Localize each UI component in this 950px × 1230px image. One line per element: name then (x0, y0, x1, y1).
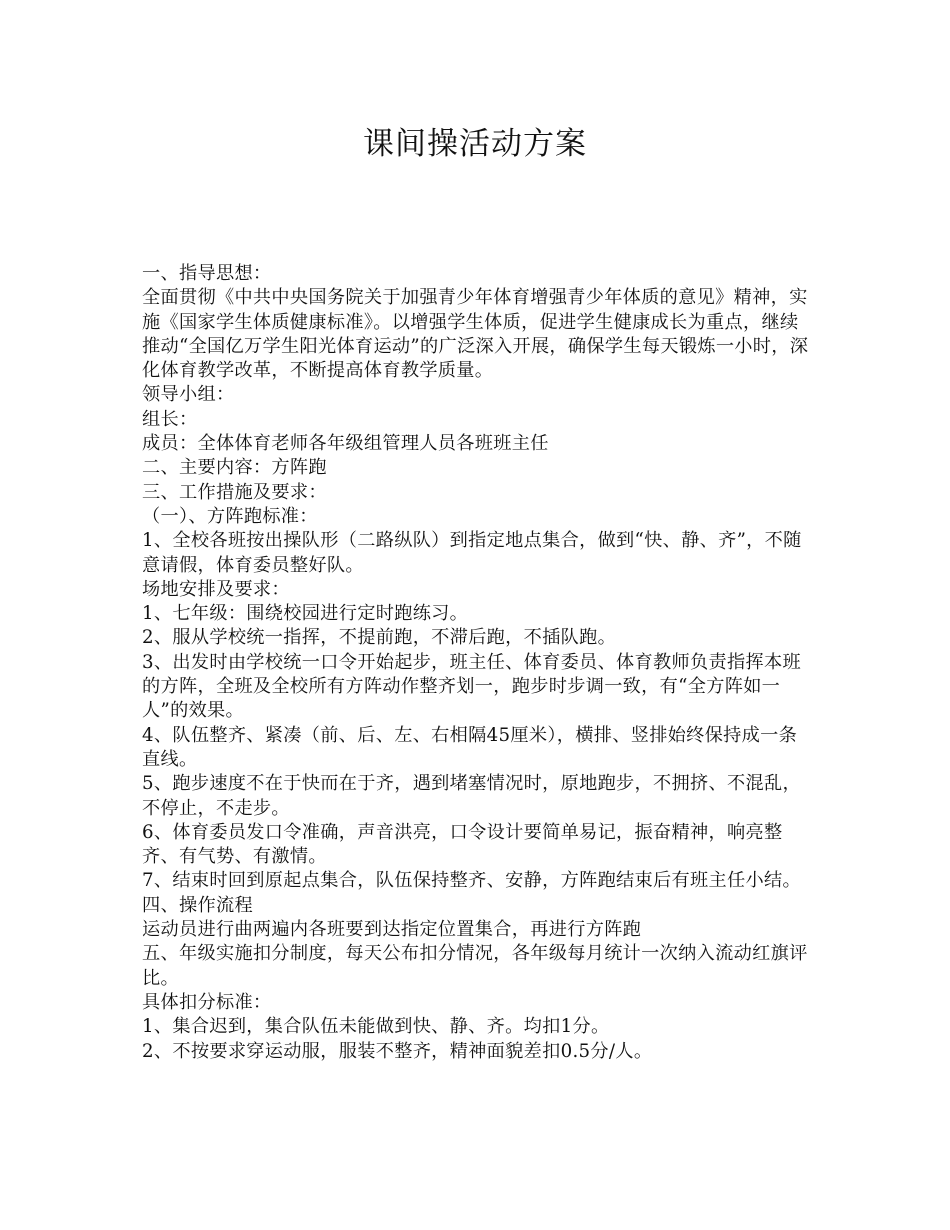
deduction-item-2: 2、不按要求穿运动服，服装不整齐，精神面貌差扣0.5分/人。 (142, 1040, 653, 1062)
group-leader-line: 组长： (142, 408, 198, 430)
section-heading-main-content: 二、主要内容：方阵跑 (142, 457, 327, 479)
venue-arrangement-heading: 场地安排及要求： (142, 578, 290, 600)
venue-item-1: 1、七年级：围绕校园进行定时跑练习。 (142, 603, 469, 625)
subsection-heading-square-run-standard: （一）、方阵跑标准： (142, 505, 318, 527)
section-heading-work-measures: 三、工作措施及要求： (142, 481, 327, 503)
venue-item-7: 7、结束时回到原起点集合，队伍保持整齐、安静，方阵跑结束后有班主任小结。 (142, 870, 801, 892)
venue-item-4: 4、队伍整齐、紧凑（前、后、左、右相隔45厘米），横排、竖排始终保持成一条直线。 (142, 724, 798, 770)
deduction-standard-heading: 具体扣分标准： (142, 991, 272, 1013)
venue-item-2: 2、服从学校统一指挥，不提前跑，不滞后跑，不插队跑。 (142, 627, 617, 649)
venue-item-3: 3、出发时由学校统一口令开始起步，班主任、体育委员、体育教师负责指挥本班的方阵，全班及全校所有方阵动作整齐划一，跑步时步调一致，有“全方阵如一人”的效果。 (142, 651, 801, 722)
standard-item-1: 1、全校各班按出操队形（二路纵队）到指定地点集合，做到“快、静、齐”，不随意请假，体育委员整好队。 (142, 530, 802, 576)
guiding-thought-paragraph: 全面贯彻《中共中央国务院关于加强青少年体育增强青少年体质的意见》精神，实施《国家学生体质健康标准》。以增强学生体质，促进学生健康成长为重点，继续推动“全国亿万学生阳光体育运动”的广泛深入开展，确保学生每天锻炼一小时，深化体育教学改革，不断提高体育教学质量。 (142, 287, 809, 382)
venue-item-5: 5、跑步速度不在于快而在于齐，遇到堵塞情况时，原地跑步，不拥挤、不混乱，不停止，不走步。 (142, 773, 801, 819)
document-body (142, 262, 814, 1064)
section-heading-deduction-system: 五、年级实施扣分制度，每天公布扣分情况，各年级每月统计一次纳入流动红旗评比。 (142, 943, 808, 989)
venue-item-6: 6、体育委员发口令准确，声音洪亮，口令设计要简单易记，振奋精神，响亮整齐、有气势、有激情。 (142, 821, 783, 868)
operation-flow-line: 运动员进行曲两遍内各班要到达指定位置集合，再进行方阵跑 (142, 919, 642, 941)
leadership-group-heading: 领导小组： (142, 384, 235, 406)
section-heading-guiding-thought: 一、指导思想： (142, 263, 272, 284)
deduction-item-1: 1、集合迟到，集合队伍未能做到快、静、齐。均扣1分。 (142, 1016, 610, 1038)
document-title: 课间操活动方案 (363, 126, 587, 162)
section-heading-operation-flow: 四、操作流程 (142, 894, 253, 916)
group-members-line: 成员：全体体育老师各年级组管理人员各班班主任 (142, 433, 549, 455)
